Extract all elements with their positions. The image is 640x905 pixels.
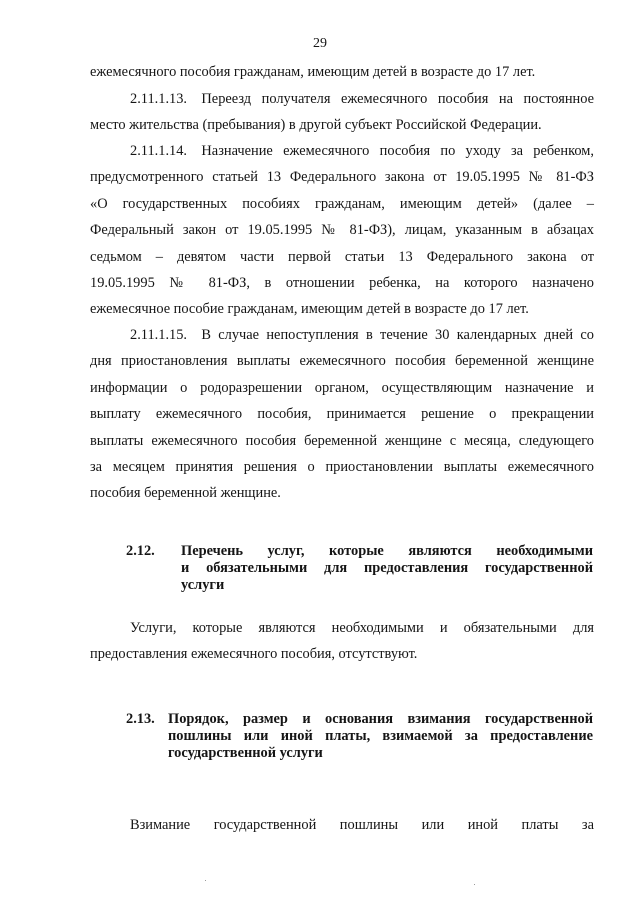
text-line: предусмотренного статьей 13 Федерального закона от 19.05.1995 № 81-ФЗ: [90, 169, 594, 186]
scan-speck: [205, 880, 206, 881]
text-line: место жительства (пребывания) в другой субъект Российской Федерации.: [90, 117, 542, 134]
title-line: Порядок, размер и основания взимания государственной: [168, 711, 593, 727]
text-line: пособия беременной женщине.: [90, 485, 281, 502]
paragraph-2-11-1-15: [90, 322, 594, 507]
scan-speck: [474, 884, 475, 885]
paragraph-2-11-1-14: [90, 138, 594, 323]
text-line: выплаты ежемесячного пособия беременной женщине с месяца, следующего: [90, 432, 594, 449]
text-line: выплату ежемесячного пособия, принимается решение о прекращении: [90, 406, 594, 423]
text-line: ежемесячного пособия гражданам, имеющим детей в возрасте до 17 лет.: [90, 64, 536, 80]
text-line: ежемесячное пособие гражданам, имеющим детей в возрасте до 17 лет.: [90, 301, 529, 318]
section-body-2-12: [90, 615, 594, 668]
text-line: 2.11.1.13. Переезд получателя ежемесячного пособия на постоянное: [130, 91, 594, 107]
text-line: 2.11.1.14. Назначение ежемесячного пособия по уходу за ребенком,: [130, 143, 594, 159]
text-line: «О государственных пособиях гражданам, имеющим детей» (далее –: [90, 195, 594, 212]
text-line: предоставления ежемесячного пособия, отсутствуют.: [90, 646, 418, 663]
section-title: [168, 711, 593, 762]
page-number: 29: [313, 36, 327, 51]
text-line: Взимание государственной пошлины или иной платы за: [130, 817, 594, 833]
title-line: Перечень услуг, которые являются необходимыми: [181, 543, 593, 559]
text-line: седьмом – девятом части первой статьи 13 Федерального закона от: [90, 248, 594, 265]
text-line: 19.05.1995 № 81-ФЗ, в отношении ребенка, на которого назначено: [90, 275, 594, 292]
title-line: пошлины или иной платы, взимаемой за предоставление: [168, 728, 593, 744]
title-line: и обязательными для предоставления государственной: [181, 560, 593, 576]
section-title: [181, 543, 593, 594]
title-line: государственной услуги: [168, 745, 323, 761]
text-line: за месяцем принятия решения о приостановлении выплаты ежемесячного: [90, 459, 594, 476]
section-number: 2.12.: [126, 543, 155, 559]
section-body-2-13: [90, 812, 594, 838]
paragraph-continuation: [90, 59, 594, 85]
text-line: дня приостановления выплаты ежемесячного пособия беременной женщине: [90, 353, 594, 370]
text-line: 2.11.1.15. В случае непоступления в течение 30 календарных дней со: [130, 327, 594, 343]
title-line: услуги: [181, 577, 225, 593]
section-number: 2.13.: [126, 711, 155, 727]
text-line: Услуги, которые являются необходимыми и обязательными для: [130, 620, 594, 636]
text-line: информации о родоразрешении органом, осуществляющим назначение и: [90, 379, 594, 396]
paragraph-2-11-1-13: [90, 86, 594, 139]
text-line: Федеральный закон от 19.05.1995 № 81-ФЗ), лицам, указанным в абзацах: [90, 222, 594, 239]
